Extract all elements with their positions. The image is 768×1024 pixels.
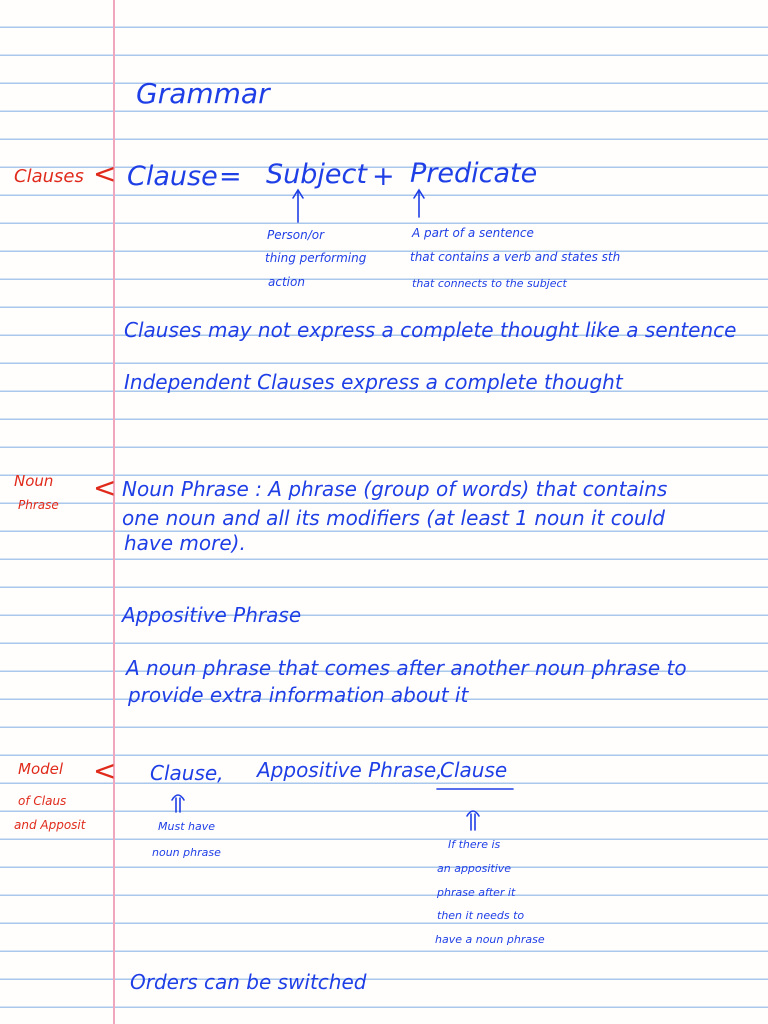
model-appositive: Appositive Phrase, [257, 758, 443, 782]
model-clause-1: Clause, [150, 761, 224, 785]
margin-note-phrase: Phrase [18, 498, 59, 512]
equation-equals: = [219, 161, 242, 192]
page-title: Grammar [136, 77, 270, 110]
subject-note-line-1: Person/or [267, 228, 325, 242]
equation-predicate: Predicate [410, 158, 538, 189]
right-double-arrow [467, 811, 479, 830]
model-note-left-2: noun phrase [152, 846, 221, 859]
model-note-right-5: have a noun phrase [435, 933, 545, 946]
model-clause-2: Clause [440, 758, 508, 782]
left-double-arrow [172, 795, 184, 812]
appositive-heading: Appositive Phrase [122, 603, 302, 627]
margin-note-model: Model [18, 760, 64, 778]
clause-line-2: Independent Clauses express a complete thought [124, 370, 623, 394]
model-note-right-3: phrase after it [437, 886, 516, 899]
model-note-right-4: then it needs to [437, 909, 525, 922]
equation-clause: Clause [127, 161, 218, 192]
model-note-right-1: If there is [448, 838, 501, 851]
appositive-line-1: A noun phrase that comes after another noun phrase to [126, 656, 687, 680]
equation-plus: + [372, 161, 395, 192]
bracket-chevron-icon: < [93, 157, 117, 190]
predicate-note-line-3: that connects to the subject [412, 277, 567, 290]
orders-note: Orders can be switched [130, 970, 367, 994]
noun-phrase-line-2: one noun and all its modifiers (at least 1 noun it could [122, 506, 665, 530]
margin-note-clauses: Clauses [14, 166, 84, 187]
model-note-right-2: an appositive [437, 862, 512, 875]
clause-line-1: Clauses may not express a complete thought like a sentence [124, 318, 737, 342]
subject-note-line-3: action [268, 275, 305, 289]
margin-note-noun: Noun [14, 472, 54, 490]
appositive-line-2: provide extra information about it [128, 683, 469, 707]
bracket-chevron-icon: < [93, 754, 117, 787]
margin-note-and-apposit: and Apposit [14, 818, 86, 832]
noun-phrase-line-3: have more). [124, 531, 246, 555]
subject-note-line-2: thing performing [265, 251, 367, 265]
predicate-note-line-2: that contains a verb and states sth [410, 250, 621, 264]
model-note-left-1: Must have [158, 820, 215, 833]
equation-subject: Subject [266, 159, 367, 190]
margin-note-of-claus: of Claus [18, 794, 67, 808]
bracket-chevron-icon: < [93, 471, 117, 504]
predicate-note-line-1: A part of a sentence [412, 226, 534, 240]
noun-phrase-line-1: Noun Phrase : A phrase (group of words) that contains [122, 477, 668, 501]
